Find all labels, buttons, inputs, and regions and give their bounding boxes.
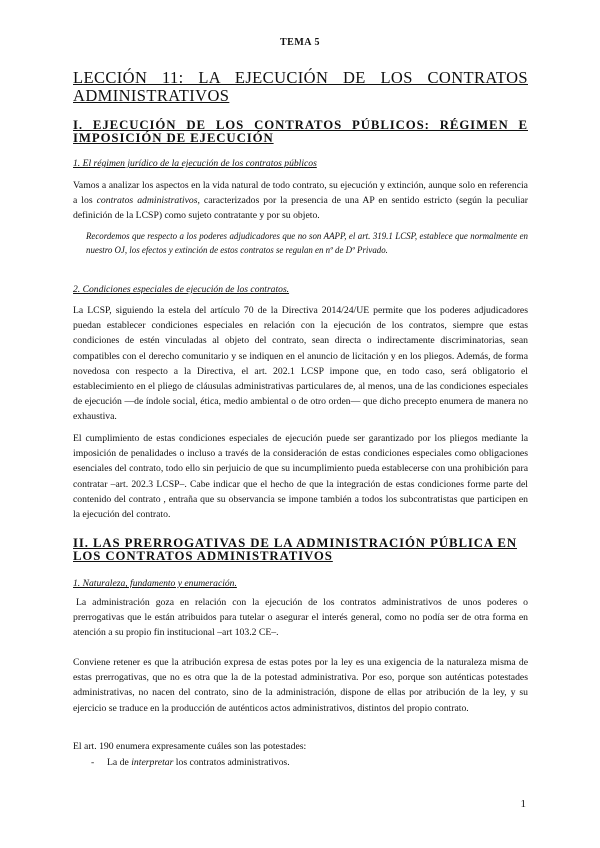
section-1-paragraph-1 — [73, 178, 528, 224]
bullet-emphasis: interpretar — [131, 757, 174, 768]
list-item — [91, 757, 290, 768]
bullet-text-a: La de — [107, 757, 132, 768]
section-2-paragraph-2: Conviene retener es que la atribución expresa de estas potes por la ley es una exigencia de la naturaleza misma de estas prerrogativas, que no es otra que la de la potestad administrativa. Por eso, porque son auténticas potestades administrativas, no nacen del contrato, sino de la administración, dispone de ellas por atribución de la ley, y su ejercicio se traduce en la producción de auténticos actos administrativos, distintos del propio contrato. — [73, 657, 528, 714]
section-1-paragraph-3: El cumplimiento de estas condiciones especiales de ejecución puede ser garantizado por los pliegos mediante la imposición de penalidades o incluso a través de la consideración de estas condiciones especiales como obligaciones esenciales del contrato, todo ello sin perjuicio de que su incumplimiento pueda establecerse con una prohibición para contratar –art. 202.3 LCSP–. Cabe indicar que el hecho de que la integración de estas condiciones forme parte del contenido del contrato , entraña que su observancia se impone también a todos los subcontratistas que participen en la ejecución del contrato. — [73, 433, 528, 521]
lesson-title: LECCIÓN 11: LA EJECUCIÓN DE LOS CONTRATOS ADMINISTRATIVOS — [73, 68, 528, 105]
p1-text-b: , caracterizados por la presencia de una AP en sentido estricto (según la peculiar definición de la LCSP) como sujeto contratante y por su objeto. — [73, 195, 528, 222]
section-1-subheading-1: 1. El régimen jurídico de la ejecución de los contratos públicos — [73, 158, 317, 169]
bullet-text-b: los contratos administrativos. — [173, 757, 290, 768]
section-1-subheading-2: 2. Condiciones especiales de ejecución de los contratos. — [73, 284, 290, 295]
section-2-paragraph-1: La administración goza en relación con la ejecución de los contratos administrativos de unos poderes o prerrogativas que le están atribuidos para tutelar o asegurar el interés general, como no podía ser de otra forma en atención a su propio fin institucional –art 103.2 CE–. — [73, 597, 528, 639]
bullet-dash: - — [91, 757, 95, 768]
section-1-quote: Recordemos que respecto a los poderes adjudicadores que no son AAPP, el art. 319.1 LCSP, establece que normalmente en nuestro OJ, los efectos y extinción de estos contratos se regulan en nº de Dº Privado. — [86, 231, 528, 256]
tema-header: TEMA 5 — [280, 37, 320, 48]
p1-text-a: Vamos a analizar los aspectos en la vida natural de todo contrato, su ejecución y extinción, aunque solo en referencia a los — [73, 180, 528, 207]
page-number: 1 — [520, 798, 526, 810]
section-2-paragraph-3: El art. 190 enumera expresamente cuáles son las potestades: — [73, 741, 307, 752]
p1-emphasis: contratos administrativos — [96, 195, 198, 207]
section-2-heading: II. LAS PRERROGATIVAS DE LA ADMINISTRACIÓN PÚBLICA EN LOS CONTRATOS ADMINISTRATIVOS — [73, 536, 518, 563]
section-1-heading: I. EJECUCIÓN DE LOS CONTRATOS PÚBLICOS: RÉGIMEN E IMPOSICIÓN DE EJECUCIÓN — [73, 118, 528, 145]
section-1-paragraph-2: La LCSP, siguiendo la estela del artículo 70 de la Directiva 2014/24/UE permite que los poderes adjudicadores puedan establecer condiciones especiales en relación con la ejecución de los contratos, siempre que estas condiciones de estén vinculadas al objeto del contrato, sean directa o indirectamente discriminatorias, sean compatibles con el derecho comunitario y se indiquen en el anuncio de licitación y en los pliegos. Además, de forma novedosa con respecto a la Directiva, el art. 202.1 LCSP impone que, en todo caso, será obligatorio el establecimiento en el pliego de cláusulas administrativas particulares de, al menos, una de las condiciones especiales de ejecución —de índole social, ética, medio ambiental o de otro orden— que dicho precepto enumera de manera no exhaustiva. — [73, 305, 528, 423]
section-2-subheading-1: 1. Naturaleza, fundamento y enumeración. — [73, 578, 237, 589]
